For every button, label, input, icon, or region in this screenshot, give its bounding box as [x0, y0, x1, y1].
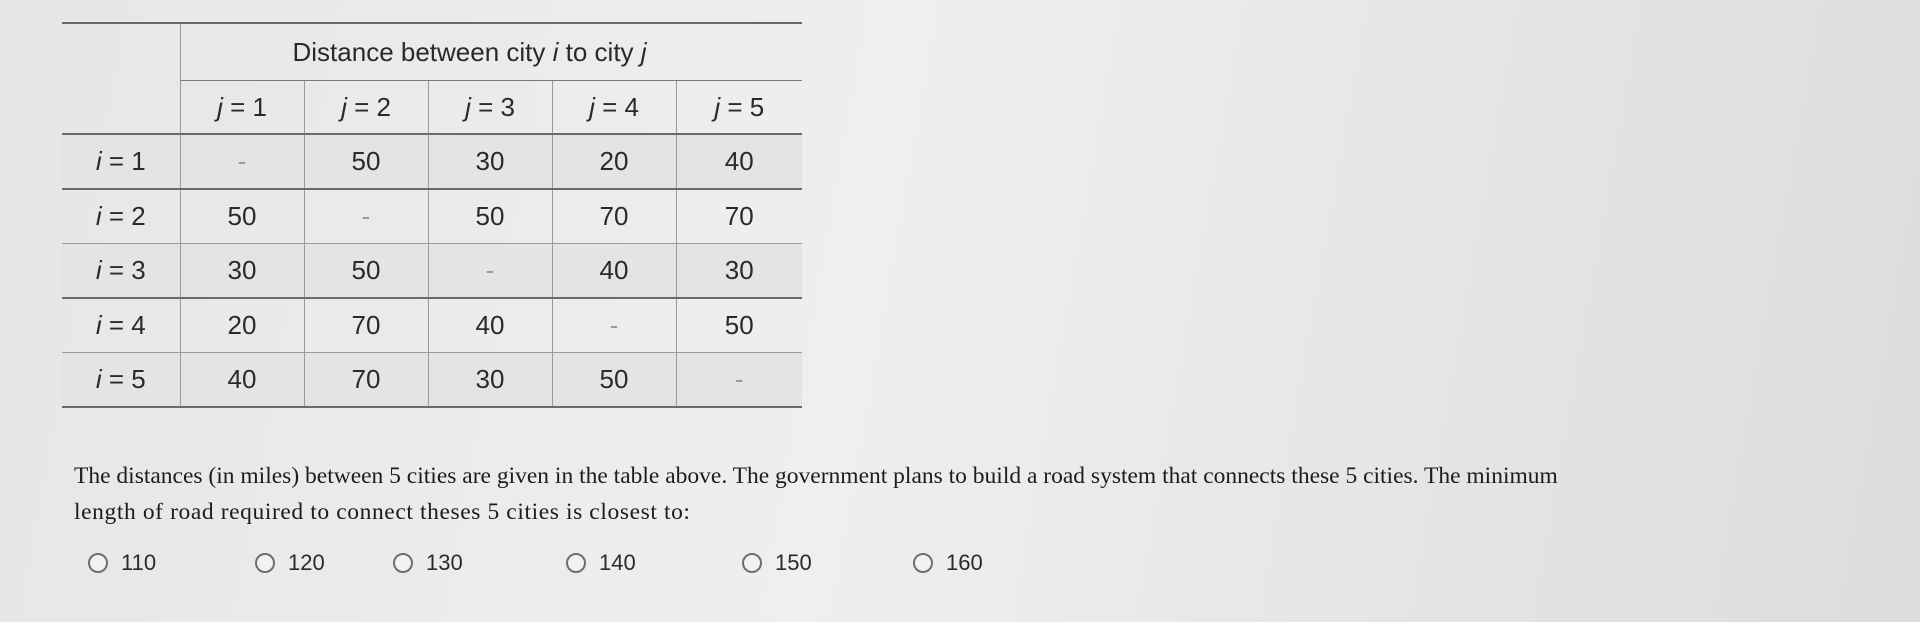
radio-button-icon[interactable] [255, 553, 275, 573]
table-cell: 50 [304, 244, 428, 299]
table-corner-cell [62, 81, 180, 135]
column-header: j = 2 [304, 81, 428, 135]
table-row [62, 134, 802, 189]
table-cell: 40 [180, 353, 304, 408]
table-cell: 70 [304, 353, 428, 408]
table-row [62, 189, 802, 244]
row-header: i = 2 [62, 189, 180, 244]
table-title-text: to city [558, 36, 641, 67]
table-cell: - [304, 189, 428, 244]
table-row [62, 298, 802, 353]
table-corner-cell [62, 23, 180, 81]
table-cell: 70 [304, 298, 428, 353]
table-title-row [62, 23, 802, 81]
radio-button-icon[interactable] [913, 553, 933, 573]
table-cell: 30 [180, 244, 304, 299]
table-cell: 30 [428, 353, 552, 408]
option-130[interactable] [393, 550, 463, 576]
table-title-var-i: i [552, 36, 559, 67]
table-cell: 40 [552, 244, 676, 299]
table-cell: 50 [676, 298, 802, 353]
table-title-var-j: j [640, 36, 647, 67]
row-header: i = 1 [62, 134, 180, 189]
table-row [62, 244, 802, 299]
table-cell: - [180, 134, 304, 189]
table-cell: 70 [676, 189, 802, 244]
table-cell: - [552, 298, 676, 353]
table-cell: 20 [180, 298, 304, 353]
radio-button-icon[interactable] [393, 553, 413, 573]
option-150[interactable] [742, 550, 812, 576]
option-110[interactable] [88, 550, 156, 576]
table-cell: 50 [180, 189, 304, 244]
table-title-text: Distance between city [292, 36, 553, 67]
column-header: j = 5 [676, 81, 802, 135]
row-header: i = 5 [62, 353, 180, 408]
table-cell: 70 [552, 189, 676, 244]
option-label: 130 [426, 550, 463, 575]
table-cell: 50 [428, 189, 552, 244]
option-label: 120 [288, 550, 325, 575]
option-label: 150 [775, 550, 812, 575]
table-title [180, 23, 802, 81]
table-cell: 30 [428, 134, 552, 189]
table-cell: 30 [676, 244, 802, 299]
table-cell: 20 [552, 134, 676, 189]
table-cell: - [676, 353, 802, 408]
radio-button-icon[interactable] [88, 553, 108, 573]
table-cell: 40 [676, 134, 802, 189]
option-label: 160 [946, 550, 983, 575]
column-header: j = 4 [552, 81, 676, 135]
option-140[interactable] [566, 550, 636, 576]
column-header-row [62, 81, 802, 135]
table-row [62, 353, 802, 408]
option-label: 140 [599, 550, 636, 575]
column-header: j = 3 [428, 81, 552, 135]
row-header: i = 4 [62, 298, 180, 353]
option-120[interactable] [255, 550, 325, 576]
option-label: 110 [121, 550, 157, 575]
question-line-2: length of road required to connect theses 5 cities is closest to: [74, 499, 691, 525]
table-cell: 40 [428, 298, 552, 353]
question-text [74, 458, 1920, 530]
table-cell: - [428, 244, 552, 299]
distance-table [62, 22, 802, 408]
question-line-1: The distances (in miles) between 5 cities are given in the table above. The government plans to build a road system that connects these 5 cities. The minimum [74, 463, 1558, 489]
row-header: i = 3 [62, 244, 180, 299]
option-160[interactable] [913, 550, 983, 576]
radio-button-icon[interactable] [566, 553, 586, 573]
radio-button-icon[interactable] [742, 553, 762, 573]
table-cell: 50 [304, 134, 428, 189]
column-header: j = 1 [180, 81, 304, 135]
table-cell: 50 [552, 353, 676, 408]
answer-options [0, 550, 1100, 584]
